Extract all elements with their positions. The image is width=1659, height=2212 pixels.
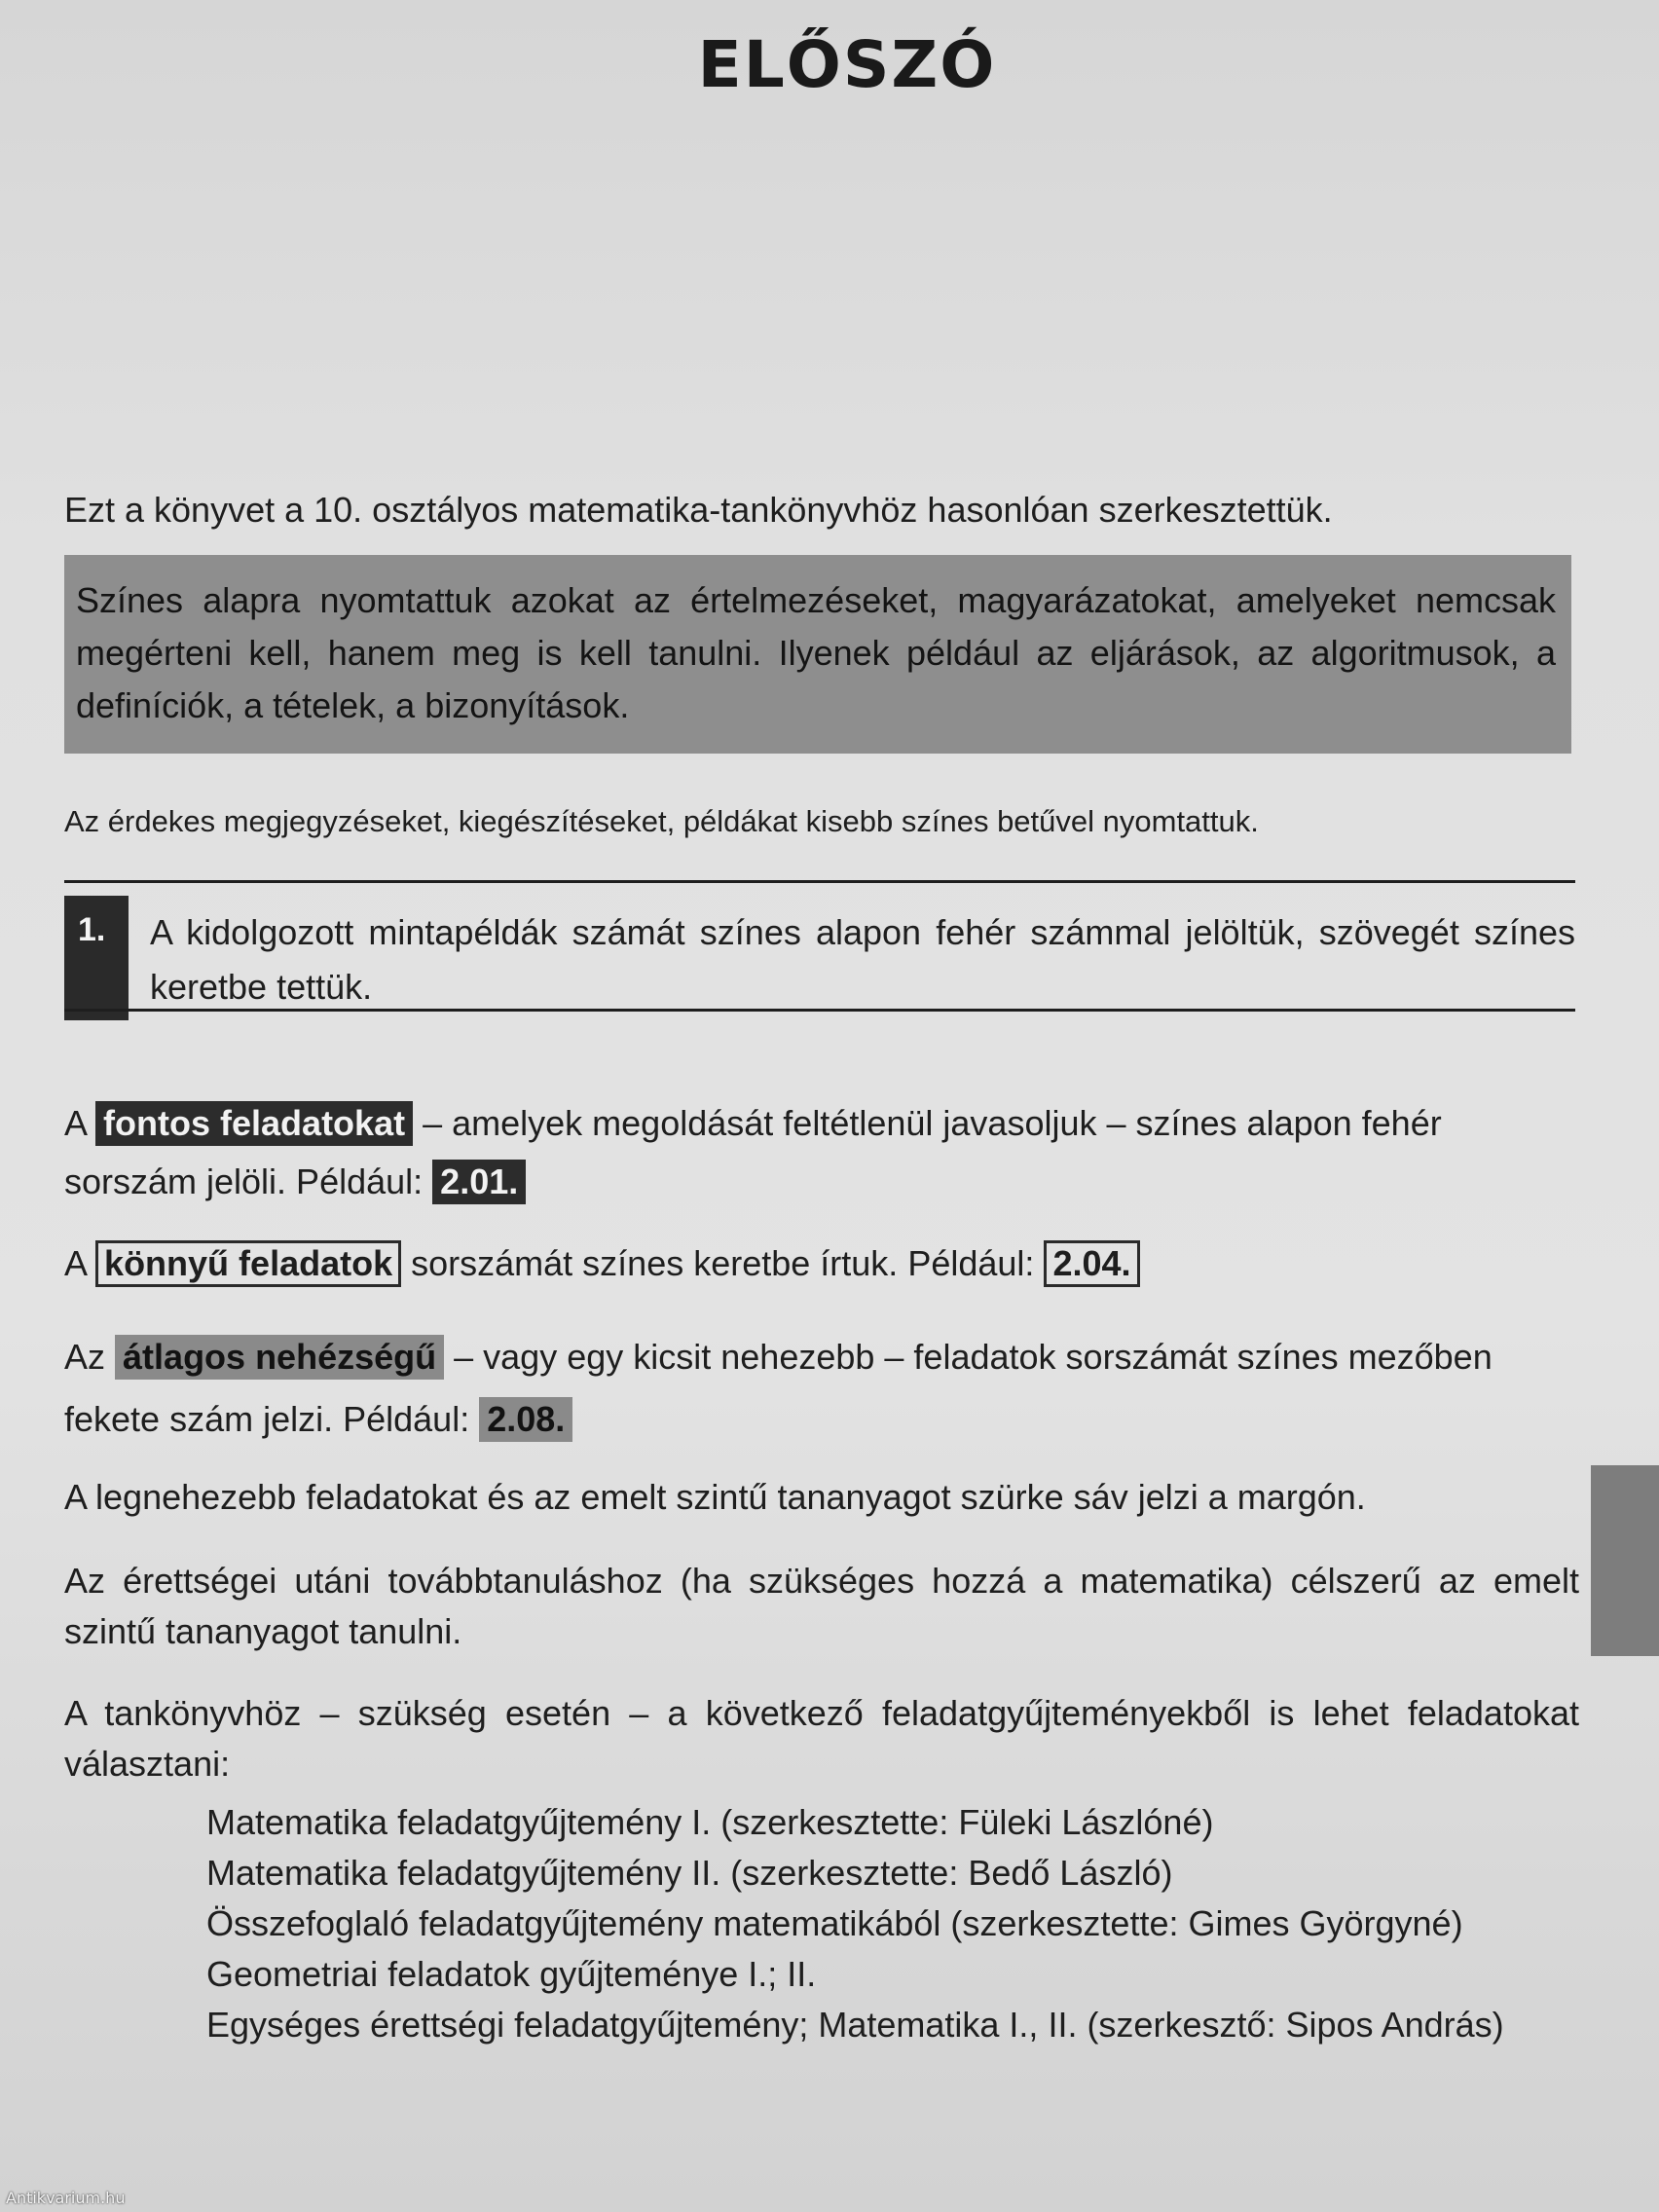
easy-prefix: A: [64, 1243, 87, 1283]
average-prefix: Az: [64, 1337, 106, 1377]
highlight-text: Színes alapra nyomtattuk azokat az értelmezéseket, magyarázatokat, amelyeket nemcsak megérteni kell, hanem meg is kell tanulni. Ilyenek például az eljárások, az algoritmusok, a definíciók, a tételek, a bizonyítások.: [76, 580, 1556, 725]
watermark: Antikvarium.hu: [6, 2189, 126, 2207]
list-item: Összefoglaló feladatgyűjtemény matematikából (szerkesztette: Gimes Györgyné): [206, 1903, 1463, 1943]
intro-paragraph: Ezt a könyvet a 10. osztályos matematika-tankönyvhöz hasonlóan szerkesztettük.: [64, 490, 1333, 530]
hardest-paragraph: A legnehezebb feladatokat és az emelt szintű tananyagot szürke sáv jelzi a margón.: [64, 1477, 1366, 1517]
average-text: – vagy egy kicsit nehezebb – feladatok sorszámát színes mezőben fekete szám jelzi. Például:: [64, 1337, 1493, 1439]
important-example: 2.01.: [432, 1160, 526, 1204]
average-paragraph: [64, 1326, 1579, 1451]
easy-badge: könnyű feladatok: [95, 1240, 401, 1287]
collections-list: [206, 1797, 1504, 2050]
list-item: Egységes érettségi feladatgyűjtemény; Matematika I., II. (szerkesztő: Sipos András): [206, 2005, 1504, 2045]
highlight-box: [64, 555, 1571, 754]
average-example: 2.08.: [479, 1397, 572, 1442]
list-item: Matematika feladatgyűjtemény II. (szerkesztette: Bedő László): [206, 1853, 1173, 1893]
margin-gray-bar: [1591, 1465, 1659, 1656]
small-note: Az érdekes megjegyzéseket, kiegészítéseket, példákat kisebb színes betűvel nyomtattuk.: [64, 804, 1259, 838]
example-text: A kidolgozott mintapéldák számát színes alapon fehér számmal jelöltük, szövegét színes keretbe tettük.: [150, 912, 1575, 1007]
easy-text: sorszámát színes keretbe írtuk. Például:: [411, 1243, 1035, 1283]
average-badge: átlagos nehézségű: [115, 1335, 444, 1380]
further-paragraph: Az érettségei utáni továbbtanuláshoz (ha szükséges hozzá a matematika) célszerű az emelt szintű tananyagot tanulni.: [64, 1561, 1579, 1651]
important-badge: fontos feladatokat: [95, 1101, 413, 1146]
list-item: Geometriai feladatok gyűjteménye I.; II.: [206, 1954, 817, 1994]
important-paragraph: [64, 1094, 1579, 1211]
important-prefix: A: [64, 1103, 87, 1143]
list-item: Matematika feladatgyűjtemény I. (szerkesztette: Füleki Lászlóné): [206, 1802, 1214, 1842]
example-bottom-rule: [64, 1009, 1575, 1012]
collections-intro: A tankönyvhöz – szükség esetén – a következő feladatgyűjteményekből is lehet feladatokat választani:: [64, 1693, 1579, 1784]
important-text: – amelyek megoldását feltétlenül javasoljuk – színes alapon fehér sorszám jelöli. Például:: [64, 1103, 1442, 1201]
example-number-block: [64, 896, 129, 1020]
page-title: ELŐSZÓ: [697, 27, 997, 102]
easy-paragraph: [64, 1235, 1579, 1293]
example-number: 1.: [78, 911, 106, 948]
example-top-rule: [64, 880, 1575, 883]
easy-example: 2.04.: [1044, 1240, 1139, 1287]
